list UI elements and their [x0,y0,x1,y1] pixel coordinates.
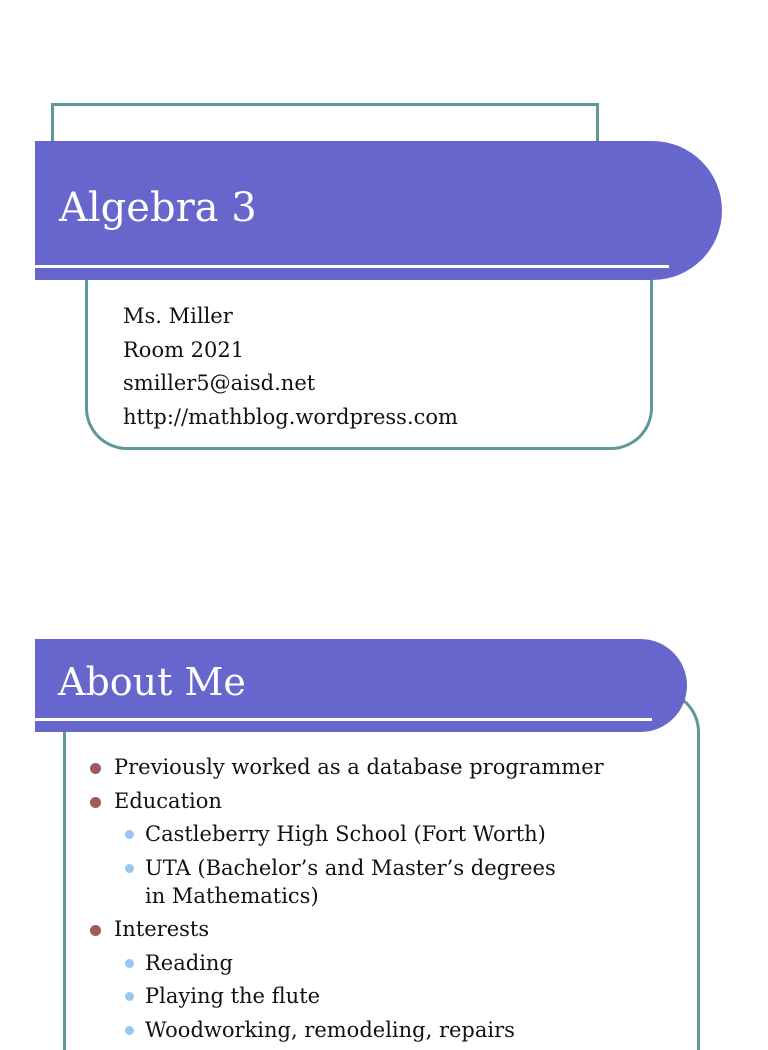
sub-bullet-dot-icon [125,1026,134,1035]
email-address: smiller5@aisd.net [123,371,316,395]
slide2-title-rule [35,718,652,721]
bullet-text: Interests [114,917,210,941]
slide2-title: About Me [58,660,246,704]
blog-url: http://mathblog.wordpress.com [123,404,458,429]
slide1-title: Algebra 3 [59,185,257,231]
bullet-text: Reading [145,950,233,975]
bullet-item [88,915,688,943]
bullet-text: Previously worked as a database programmer [114,755,604,779]
slide1-title-rule [35,265,669,268]
bullet-item [88,753,688,781]
bullet-text: Playing the flute [145,984,321,1008]
teacher-name: Ms. Miller [123,304,233,328]
bullet-item [88,787,688,815]
bullet-dot-icon [90,925,101,936]
sub-bullet-item [88,982,688,1010]
bullet-dot-icon [90,763,101,774]
bullet-dot-icon [90,797,101,808]
sub-bullet-item [88,820,688,848]
sub-bullet-dot-icon [125,959,134,968]
room-number: Room 2021 [123,337,245,362]
sub-bullet-item [88,854,688,910]
sub-bullet-dot-icon [125,864,134,873]
sub-bullet-item [88,949,688,977]
bullet-text: UTA (Bachelor’s and Master’s degrees in Mathematics) [145,855,556,908]
bullet-text: Woodworking, remodeling, repairs [145,1017,515,1042]
bullet-text: Education [114,788,222,813]
sub-bullet-item [88,1016,688,1044]
bullet-text: Castleberry High School (Fort Worth) [145,822,546,846]
sub-bullet-dot-icon [125,992,134,1001]
about-me-bullet-list [88,753,688,1049]
sub-bullet-dot-icon [125,830,134,839]
slide1-contact-info [123,300,458,434]
